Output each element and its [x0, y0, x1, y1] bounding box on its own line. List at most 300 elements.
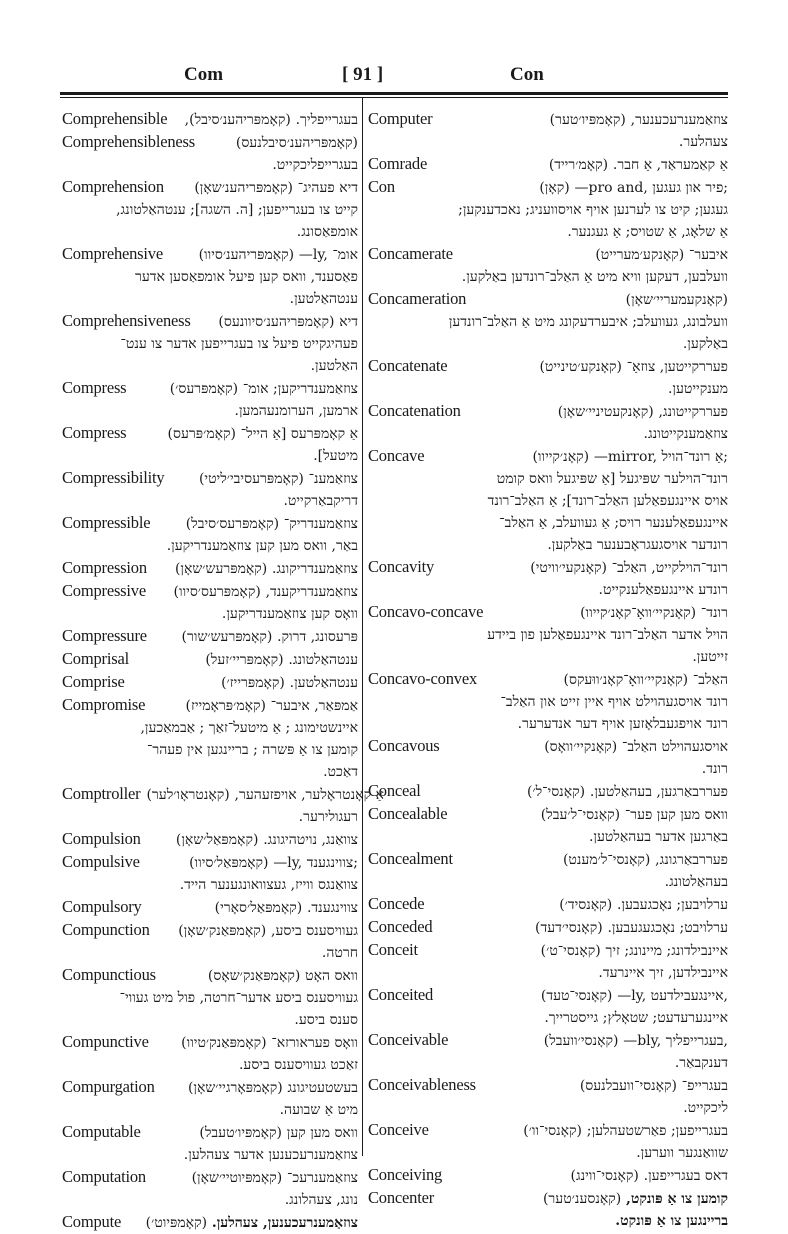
- dictionary-entry: [368, 601, 728, 668]
- entry-pronunciation: (קאָמפּריהענ׳סיבל),: [184, 112, 291, 128]
- dictionary-entry: [62, 580, 358, 625]
- entry-pronunciation: (קאָנ׳קייוו): [532, 449, 590, 465]
- dictionary-entry: [368, 916, 728, 939]
- dictionary-entry: [368, 939, 728, 984]
- entry-first-line: [368, 1074, 728, 1097]
- entry-headword: Concavo-concave: [368, 602, 484, 621]
- entry-continuation-line: באַלקען.: [682, 336, 728, 352]
- entry-continuation-line: זאַכט געוויסענס ביסע.: [238, 1057, 358, 1073]
- entry-pronunciation: (קאָמפּרייז׳): [221, 675, 285, 691]
- entry-continuation-line: צוואַנגס ווייז, געצוואונגענער הייד.: [179, 877, 358, 893]
- entry-first-line: [368, 108, 728, 131]
- entry-first-line: [368, 445, 728, 468]
- entry-first-line: [368, 1119, 728, 1142]
- entry-continuation-line: פאַסענד, וואס קען פיעל אומפאַסען אדער: [134, 269, 358, 285]
- entry-pronunciation: (קאָמפּאַל׳שאָן): [175, 832, 259, 848]
- entry-continuation-line: רונד אויפגעבלאָזען אויף דער אנדערער.: [517, 716, 728, 732]
- entry-headword: Conceited: [368, 985, 434, 1004]
- dictionary-entry: [368, 848, 728, 893]
- dictionary-entry: [368, 1187, 728, 1232]
- dictionary-entry: [62, 671, 358, 694]
- entry-definition: פעררבאַרגונג,: [655, 852, 728, 868]
- entry-first-line: [62, 377, 358, 400]
- entry-first-line: [368, 848, 728, 871]
- entry-definition: צוזאַמענדריקענד,: [265, 584, 358, 600]
- entry-pronunciation: (קאָנקע׳מערייט): [595, 247, 685, 263]
- dictionary-entry: [62, 377, 358, 422]
- dictionary-entry: [62, 896, 358, 919]
- entry-headword: Computable: [62, 1122, 141, 1141]
- entry-headword: Compressible: [62, 513, 151, 532]
- entry-first-line: [62, 919, 358, 942]
- entry-definition: וואָס פעראורזא־: [271, 1035, 358, 1051]
- entry-pronunciation: (קאָמפּאַנק׳טיוו): [181, 1035, 267, 1051]
- entry-headword: Compunctive: [62, 1032, 149, 1051]
- entry-first-line: [368, 668, 728, 691]
- entry-first-line: [62, 422, 358, 445]
- page-header: [60, 64, 728, 90]
- entry-continuation-line: נונג, צעהלונג.: [284, 1192, 358, 1208]
- entry-headword: Compulsion: [62, 829, 141, 848]
- entry-definition: צוזאַמענדריקונג.: [272, 561, 358, 577]
- entry-first-line: [62, 176, 358, 199]
- dictionary-entry: [62, 1121, 358, 1166]
- dictionary-entry: [368, 893, 728, 916]
- entry-headword: Computer: [368, 109, 433, 128]
- entry-pronunciation: (קאָנסי־ט׳): [540, 943, 601, 959]
- entry-pronunciation: (קאָנסי׳וועבל): [543, 1033, 619, 1049]
- entry-pronunciation: (קאָמ׳פּראָמייז): [185, 698, 267, 714]
- entry-pronunciation: (קאָמפּיוט׳): [145, 1215, 208, 1231]
- entry-headword: Concavity: [368, 557, 435, 576]
- dictionary-entry: [368, 735, 728, 780]
- entry-first-line: [62, 1031, 358, 1054]
- entry-definition: האַלב־: [692, 672, 728, 688]
- entry-first-line: [368, 288, 728, 311]
- dictionary-entry: [62, 919, 358, 964]
- entry-continuation-line: דאַכט.: [323, 764, 358, 780]
- entry-pronunciation: (קאָמפּאָרגיי׳שאָן): [187, 1080, 283, 1096]
- entry-pronunciation: (קאָמפּיוטיי׳שאָן): [191, 1170, 283, 1186]
- entry-continuation-line: האַלטען.: [310, 358, 358, 374]
- entry-pronunciation: (קאָנקע׳טינייט): [539, 359, 622, 375]
- entry-headword: Conceiving: [368, 1165, 443, 1184]
- entry-first-line: [368, 780, 728, 803]
- entry-pronunciation: (קאָנסי׳דעד): [535, 920, 603, 936]
- dictionary-entry: [368, 1074, 728, 1119]
- dictionary-entry: [368, 1119, 728, 1164]
- entry-continuation-line: איינגעפאַלענער רויס; אַ געוועלב, אַ האַלב־: [499, 515, 728, 531]
- entry-headword: Comrade: [368, 154, 428, 173]
- entry-first-line: [368, 939, 728, 962]
- entry-first-line: [62, 131, 358, 154]
- entry-headword: Compression: [62, 558, 147, 577]
- entry-definition: דאס בעגרייפען.: [643, 1168, 728, 1184]
- entry-pronunciation: (קאָמפּרעס׳סיוו): [173, 584, 261, 600]
- entry-definition: צוזאַמענרעכענען, צעהלען.: [211, 1215, 358, 1231]
- entry-headword: Concave: [368, 446, 425, 465]
- entry-pronunciation: (קאָמפּריהענ׳סיבלנעס): [235, 135, 358, 151]
- entry-definition: דיא פעהיג־: [297, 180, 358, 196]
- dictionary-entry: [368, 803, 728, 848]
- entry-first-line: [62, 625, 358, 648]
- entry-first-line: [368, 400, 728, 423]
- entry-first-line: [62, 964, 358, 987]
- entry-definition: אַ קאָמפּרעס [אַ הייל־: [240, 426, 358, 442]
- entry-definition: בעגרייפליך.: [295, 112, 358, 128]
- entry-pronunciation: (קאָנסיד׳): [559, 897, 613, 913]
- entry-headword: Comprehensible: [62, 109, 168, 128]
- entry-continuation-line: וואָס קען צוזאַמענדריקען.: [221, 606, 358, 622]
- dictionary-entry: [62, 783, 384, 828]
- entry-pronunciation: (קאָמפּרעס׳סיבל): [185, 516, 280, 532]
- entry-continuation-line: פעהיגקייט פיעל צו בעגרייפען אדער צו ענט־: [120, 336, 358, 352]
- entry-definition: ערלויבט; נאָכגעגעבען.: [607, 920, 728, 936]
- header-rule-thick: [60, 92, 728, 95]
- entry-continuation-line: אויס איינגעפאַלען האַלב־רונד]; אַ האַלב־רונד: [487, 493, 728, 509]
- entry-definition: —ly, איינגעבילדעט,: [617, 988, 728, 1004]
- entry-first-line: [368, 984, 728, 1007]
- entry-pronunciation: (קאָנקיי׳וואָ־קאָנ׳ווּעקס): [563, 672, 689, 688]
- entry-continuation-line: בעהאַלטונג.: [664, 874, 728, 890]
- entry-continuation-line: זייטען.: [692, 649, 728, 665]
- entry-definition: —mirror, אַ רונד־הויל;: [593, 449, 728, 465]
- dictionary-entry: [62, 243, 358, 310]
- entry-pronunciation: (קאָמפּריהענ׳שאָן): [194, 180, 293, 196]
- entry-definition: וואס מען קען: [286, 1125, 358, 1141]
- entry-pronunciation: (קאָמפּיו׳טעבל): [199, 1125, 283, 1141]
- dictionary-entry: [368, 176, 728, 243]
- dictionary-entry: [62, 1031, 358, 1076]
- entry-headword: Comprisal: [62, 649, 129, 668]
- entry-headword: Con: [368, 177, 395, 196]
- entry-definition: —ly, צווינגענד;: [273, 855, 358, 871]
- dictionary-entry: [368, 1164, 728, 1187]
- entry-definition: פעררקייטען, צוזאַ־: [626, 359, 728, 375]
- entry-first-line: [62, 783, 384, 806]
- entry-definition: בעגרייפען; פאַרשטעהלען;: [586, 1123, 728, 1139]
- entry-definition: ענטהאַלטען.: [289, 675, 358, 691]
- entry-continuation-line: איינבילדען, זיך איינרעד.: [598, 965, 728, 981]
- entry-continuation-line: מענקייטען.: [667, 381, 728, 397]
- entry-pronunciation: (קאָנסי־ל׳עבל): [540, 807, 621, 823]
- entry-headword: Concealable: [368, 804, 448, 823]
- entry-pronunciation: (קאָנסי־טעד): [540, 988, 613, 1004]
- entry-definition: צוואַנג, נויטהיגונג.: [263, 832, 358, 848]
- entry-first-line: [62, 108, 358, 131]
- entry-headword: Comptroller: [62, 784, 141, 803]
- dictionary-entry: [62, 422, 358, 467]
- entry-continuation-line: באַרגען אדער בעהאַלטען.: [588, 829, 728, 845]
- entry-continuation-line: בעגרייפליכקייט.: [272, 157, 358, 173]
- entry-pronunciation: (קאָמפּריי׳זעל): [205, 652, 284, 668]
- entry-definition: איינבילדונג; מיינונג; זיך: [605, 943, 728, 959]
- entry-first-line: [368, 916, 728, 939]
- entry-headword: Compromise: [62, 695, 146, 714]
- entry-first-line: [62, 1211, 358, 1234]
- entry-first-line: [62, 694, 358, 717]
- entry-first-line: [368, 803, 728, 826]
- entry-pronunciation: (קאָמפּריהענ׳סיוו): [198, 247, 295, 263]
- dictionary-entry: [62, 310, 358, 377]
- entry-first-line: [62, 671, 358, 694]
- dictionary-entry: [62, 1166, 358, 1211]
- entry-continuation-line: רונד אויסגעהוילט אויף איין זייט און האַלב־: [500, 694, 728, 710]
- entry-pronunciation: (קאָמפּרעסיבי׳ליטי): [198, 471, 304, 487]
- entry-first-line: [368, 893, 728, 916]
- entry-first-line: [368, 556, 728, 579]
- entry-pronunciation: (קאָמפּריהענ׳סיוונעס): [218, 314, 335, 330]
- entry-continuation-line: איינגערעדעט; שטאָלץ; גייסטרייך.: [544, 1010, 728, 1026]
- entry-continuation-line: צוזאַמענקייטונג.: [643, 426, 728, 442]
- entry-definition: צוזאַמענרעכ־: [287, 1170, 358, 1186]
- entry-headword: Compunction: [62, 920, 150, 939]
- entry-continuation-line: וועלבונג, געוועלב; איבערדעקונג מיט אַ האַלב־רונדען: [448, 314, 728, 330]
- dictionary-entry: [368, 108, 728, 153]
- entry-headword: Comprise: [62, 672, 125, 691]
- entry-continuation-line: ענטהאַלטען.: [289, 291, 358, 307]
- entry-continuation-line: אומפאַסונג.: [296, 224, 358, 240]
- entry-definition: פעררבאַרגען, בעהאַלטען.: [589, 784, 728, 800]
- entry-pronunciation: (קאָמפּאַנק׳שאָן): [178, 923, 267, 939]
- left-guide-word: Com: [184, 64, 224, 85]
- entry-pronunciation: (קאָמפּרעש׳שאָן): [174, 561, 268, 577]
- entry-headword: Comprehensibleness: [62, 132, 195, 151]
- entry-first-line: [62, 1076, 358, 1099]
- entry-definition: פּרעסונג, דרוק.: [277, 629, 358, 645]
- entry-first-line: [62, 1121, 358, 1144]
- entry-continuation-line: רונדער אויסגעגראָבענער באַלקען.: [547, 537, 728, 553]
- entry-headword: Compress: [62, 423, 127, 442]
- entry-first-line: [62, 557, 358, 580]
- entry-pronunciation: (קאָנסי־ווינג): [570, 1168, 639, 1184]
- entry-pronunciation: (קאָמ׳פּרעס): [167, 426, 236, 442]
- entry-headword: Concenter: [368, 1188, 435, 1207]
- right-column: [368, 108, 728, 1232]
- entry-pronunciation: (קאָמפּאַל׳סאָרי): [214, 900, 303, 916]
- dictionary-entry: [62, 964, 358, 1031]
- entry-headword: Conceal: [368, 781, 421, 800]
- entry-pronunciation: (קאָמ׳רייד): [548, 157, 609, 173]
- entry-first-line: [62, 851, 358, 874]
- entry-pronunciation: (קאָנקעטיניי׳שאָן): [557, 404, 654, 420]
- entry-first-line: [368, 1029, 728, 1052]
- entry-continuation-line: מיט אַ שבועה.: [279, 1102, 358, 1118]
- dictionary-entry: [368, 668, 728, 735]
- dictionary-entry: [368, 780, 728, 803]
- entry-first-line: [368, 243, 728, 266]
- entry-continuation-line: איינשטימונג ; אַ מיטעל־זאַך ; אַבמאַכען,: [140, 720, 358, 736]
- entry-headword: Compressibility: [62, 468, 165, 487]
- entry-first-line: [62, 896, 358, 919]
- entry-continuation-line: באַר, וואס מען קען צוזאַמענדריקען.: [166, 538, 358, 554]
- entry-first-line: [368, 735, 728, 758]
- header-rule-thin: [60, 97, 728, 98]
- entry-continuation-line: אַ שלאָג, אַ שטויס; אַ געגנער.: [567, 224, 728, 240]
- entry-continuation-line: געגען; קיט צו לערנען אויף אויסוועניג; נאכדענקען;: [458, 202, 728, 218]
- entry-continuation-line: הויל אדער האַלב־רונד איינגעפאַלען פון ביידע: [487, 627, 728, 643]
- dictionary-entry: [62, 467, 358, 512]
- dictionary-entry: [368, 556, 728, 601]
- entry-headword: Conceded: [368, 917, 433, 936]
- entry-headword: Concavo-convex: [368, 669, 477, 688]
- entry-pronunciation: (קאָן): [539, 180, 570, 196]
- entry-continuation-line: רונד.: [701, 761, 728, 777]
- entry-definition: רונד־: [700, 605, 728, 621]
- entry-pronunciation: (קאָמפּרעש׳שור): [181, 629, 273, 645]
- dictionary-entry: [62, 1076, 358, 1121]
- dictionary-entry: [368, 1029, 728, 1074]
- entry-headword: Concealment: [368, 849, 453, 868]
- dictionary-entry: [62, 648, 358, 671]
- entry-pronunciation: (קאָמפּרעס׳): [169, 381, 239, 397]
- entry-definition: צוזאַמענ־: [308, 471, 358, 487]
- entry-pronunciation: (קאָנקיי׳וואָ־קאָנ׳קייוו): [580, 605, 697, 621]
- entry-continuation-line: קומען צו אַ פּשרה ; בריינגען אין פעהר־: [146, 742, 358, 758]
- entry-headword: Concatenation: [368, 401, 461, 420]
- entry-headword: Compunctious: [62, 965, 156, 984]
- entry-definition: ערלויבען; נאָכגעבען.: [616, 897, 728, 913]
- entry-first-line: [368, 1164, 728, 1187]
- entry-definition: אַמפּאַר, איבער־: [270, 698, 358, 714]
- entry-continuation-line: שוואַנגער ווערען.: [636, 1145, 728, 1161]
- entry-headword: Comprehensive: [62, 244, 163, 263]
- dictionary-entry: [368, 400, 728, 445]
- dictionary-entry: [62, 694, 358, 783]
- entry-pronunciation: (קאָמפּאַנק׳שאָס): [207, 968, 301, 984]
- entry-pronunciation: (קאָנקיי׳וואָס): [544, 739, 618, 755]
- entry-first-line: [62, 467, 358, 490]
- entry-first-line: [62, 648, 358, 671]
- entry-definition: אַ קאַמעראַד, אַ חבר.: [612, 157, 728, 173]
- entry-first-line: [62, 1166, 358, 1189]
- dictionary-entry: [368, 445, 728, 556]
- entry-continuation-line: דריקבאַרקייט.: [283, 493, 358, 509]
- entry-first-line: [62, 243, 358, 266]
- dictionary-entry: [368, 355, 728, 400]
- entry-first-line: [368, 355, 728, 378]
- dictionary-entry: [62, 512, 358, 557]
- entry-definition: בעגרייפ־: [681, 1078, 728, 1094]
- entry-continuation-line: בריינגען צו אַ פּונקט.: [615, 1213, 728, 1229]
- entry-continuation-line: מיטעל].: [313, 448, 358, 464]
- entry-continuation-line: דענקבאַר.: [674, 1055, 728, 1071]
- entry-definition: —ly, אומ־: [298, 247, 358, 263]
- dictionary-entry: [62, 625, 358, 648]
- entry-definition: צוזאַמענרעכענער,: [630, 112, 728, 128]
- entry-headword: Concavous: [368, 736, 440, 755]
- entry-definition: —pro and, פיר און געגען;: [574, 180, 728, 196]
- entry-pronunciation: (קאָנסי־וו׳): [523, 1123, 582, 1139]
- entry-definition: וואס מען קען פער־: [624, 807, 728, 823]
- entry-pronunciation: (קאָנסי־ל׳): [526, 784, 586, 800]
- dictionary-entry: [62, 851, 358, 896]
- entry-headword: Conceive: [368, 1120, 429, 1139]
- entry-first-line: [368, 601, 728, 624]
- entry-definition: איבער־: [689, 247, 728, 263]
- entry-pronunciation: (קאָמפּיו׳טער): [549, 112, 626, 128]
- entry-continuation-line: קייט צו בעגרייפען; [ה. השגה]; ענטהאַלטונג,: [116, 202, 358, 218]
- entry-continuation-line: רונדע איינגעפאַלענקייט.: [598, 582, 728, 598]
- entry-continuation-line: רונד־הוילער שפּיגעל [אַ שפּיגעל וואס קומט: [496, 471, 728, 487]
- entry-first-line: [62, 310, 358, 333]
- entry-pronunciation: (קאָנקעמעריי׳שאָן): [625, 292, 728, 308]
- entry-definition: —bly, בעגרייפליך,: [623, 1033, 728, 1049]
- entry-headword: Compressure: [62, 626, 147, 645]
- entry-definition: ענטהאַלטונג.: [288, 652, 358, 668]
- entry-headword: Compulsory: [62, 897, 142, 916]
- entry-headword: Compulsive: [62, 852, 140, 871]
- dictionary-entry: [62, 131, 358, 176]
- entry-continuation-line: ליכקייט.: [683, 1100, 728, 1116]
- dictionary-entry: [62, 557, 358, 580]
- entry-headword: Compressive: [62, 581, 146, 600]
- entry-pronunciation: (קאָנקעי׳וויטי): [530, 560, 607, 576]
- entry-headword: Comprehensiveness: [62, 311, 191, 330]
- entry-definition: צוזאַמענדריק־: [283, 516, 358, 532]
- entry-continuation-line: צעהלער.: [678, 134, 728, 150]
- entry-first-line: [62, 828, 358, 851]
- entry-headword: Conceivableness: [368, 1075, 476, 1094]
- entry-continuation-line: רעגולירער.: [298, 809, 358, 825]
- dictionary-entry: [368, 243, 728, 288]
- dictionary-entry: [62, 1211, 358, 1234]
- entry-definition: רונד־הוילקייט, האַלב־: [611, 560, 728, 576]
- dictionary-entry: [62, 108, 358, 131]
- dictionary-entry: [368, 984, 728, 1029]
- entry-first-line: [62, 580, 358, 603]
- entry-first-line: [62, 512, 358, 535]
- entry-continuation-line: חרטה.: [321, 945, 358, 961]
- entry-first-line: [368, 1187, 728, 1210]
- entry-definition: צווינגענד.: [306, 900, 358, 916]
- entry-first-line: [368, 176, 728, 199]
- entry-pronunciation: (קאָנסי־ל׳מענט): [562, 852, 651, 868]
- entry-definition: דיא: [339, 314, 358, 330]
- dictionary-entry: [62, 176, 358, 243]
- entry-headword: Conceit: [368, 940, 418, 959]
- entry-headword: Concatenate: [368, 356, 448, 375]
- entry-first-line: [368, 153, 728, 176]
- entry-pronunciation: (קאָנסי־וועבלנעס): [579, 1078, 677, 1094]
- entry-headword: Compurgation: [62, 1077, 155, 1096]
- entry-definition: געוויסענס ביסע,: [271, 923, 358, 939]
- entry-headword: Concameration: [368, 289, 467, 308]
- entry-definition: צוזאַמענדריקען; אומ־: [242, 381, 358, 397]
- entry-continuation-line: וועלבען, דעקען וויא מיט אַ האַלב־רונדען באַלקען.: [461, 269, 728, 285]
- entry-headword: Comprehension: [62, 177, 164, 196]
- entry-continuation-line: צוזאַמענרעכענען אדער צעהלען.: [183, 1147, 358, 1163]
- entry-headword: Compress: [62, 378, 127, 397]
- entry-pronunciation: (קאָמפּאַל׳סיוו): [189, 855, 269, 871]
- entry-definition: קומען צו אַ פּונקט,: [626, 1191, 728, 1207]
- entry-pronunciation: (קאָנסענ׳טער): [542, 1191, 622, 1207]
- entry-definition: אויסגעהוילט האַלב־: [621, 739, 728, 755]
- entry-headword: Conceivable: [368, 1030, 449, 1049]
- entry-definition: פעררקייטונג,: [658, 404, 728, 420]
- dictionary-entry: [62, 828, 358, 851]
- column-divider: [362, 98, 363, 1156]
- entry-headword: Computation: [62, 1167, 146, 1186]
- entry-continuation-line: ארמען, הערומנעהמען.: [234, 403, 358, 419]
- entry-pronunciation: (קאָנטראָו׳לער): [146, 787, 230, 803]
- entry-definition: וואס האָט: [305, 968, 358, 984]
- right-guide-word: Con: [510, 64, 544, 85]
- entry-headword: Concede: [368, 894, 425, 913]
- entry-headword: Compute: [62, 1212, 122, 1231]
- dictionary-entry: [368, 288, 728, 355]
- entry-headword: Concamerate: [368, 244, 453, 263]
